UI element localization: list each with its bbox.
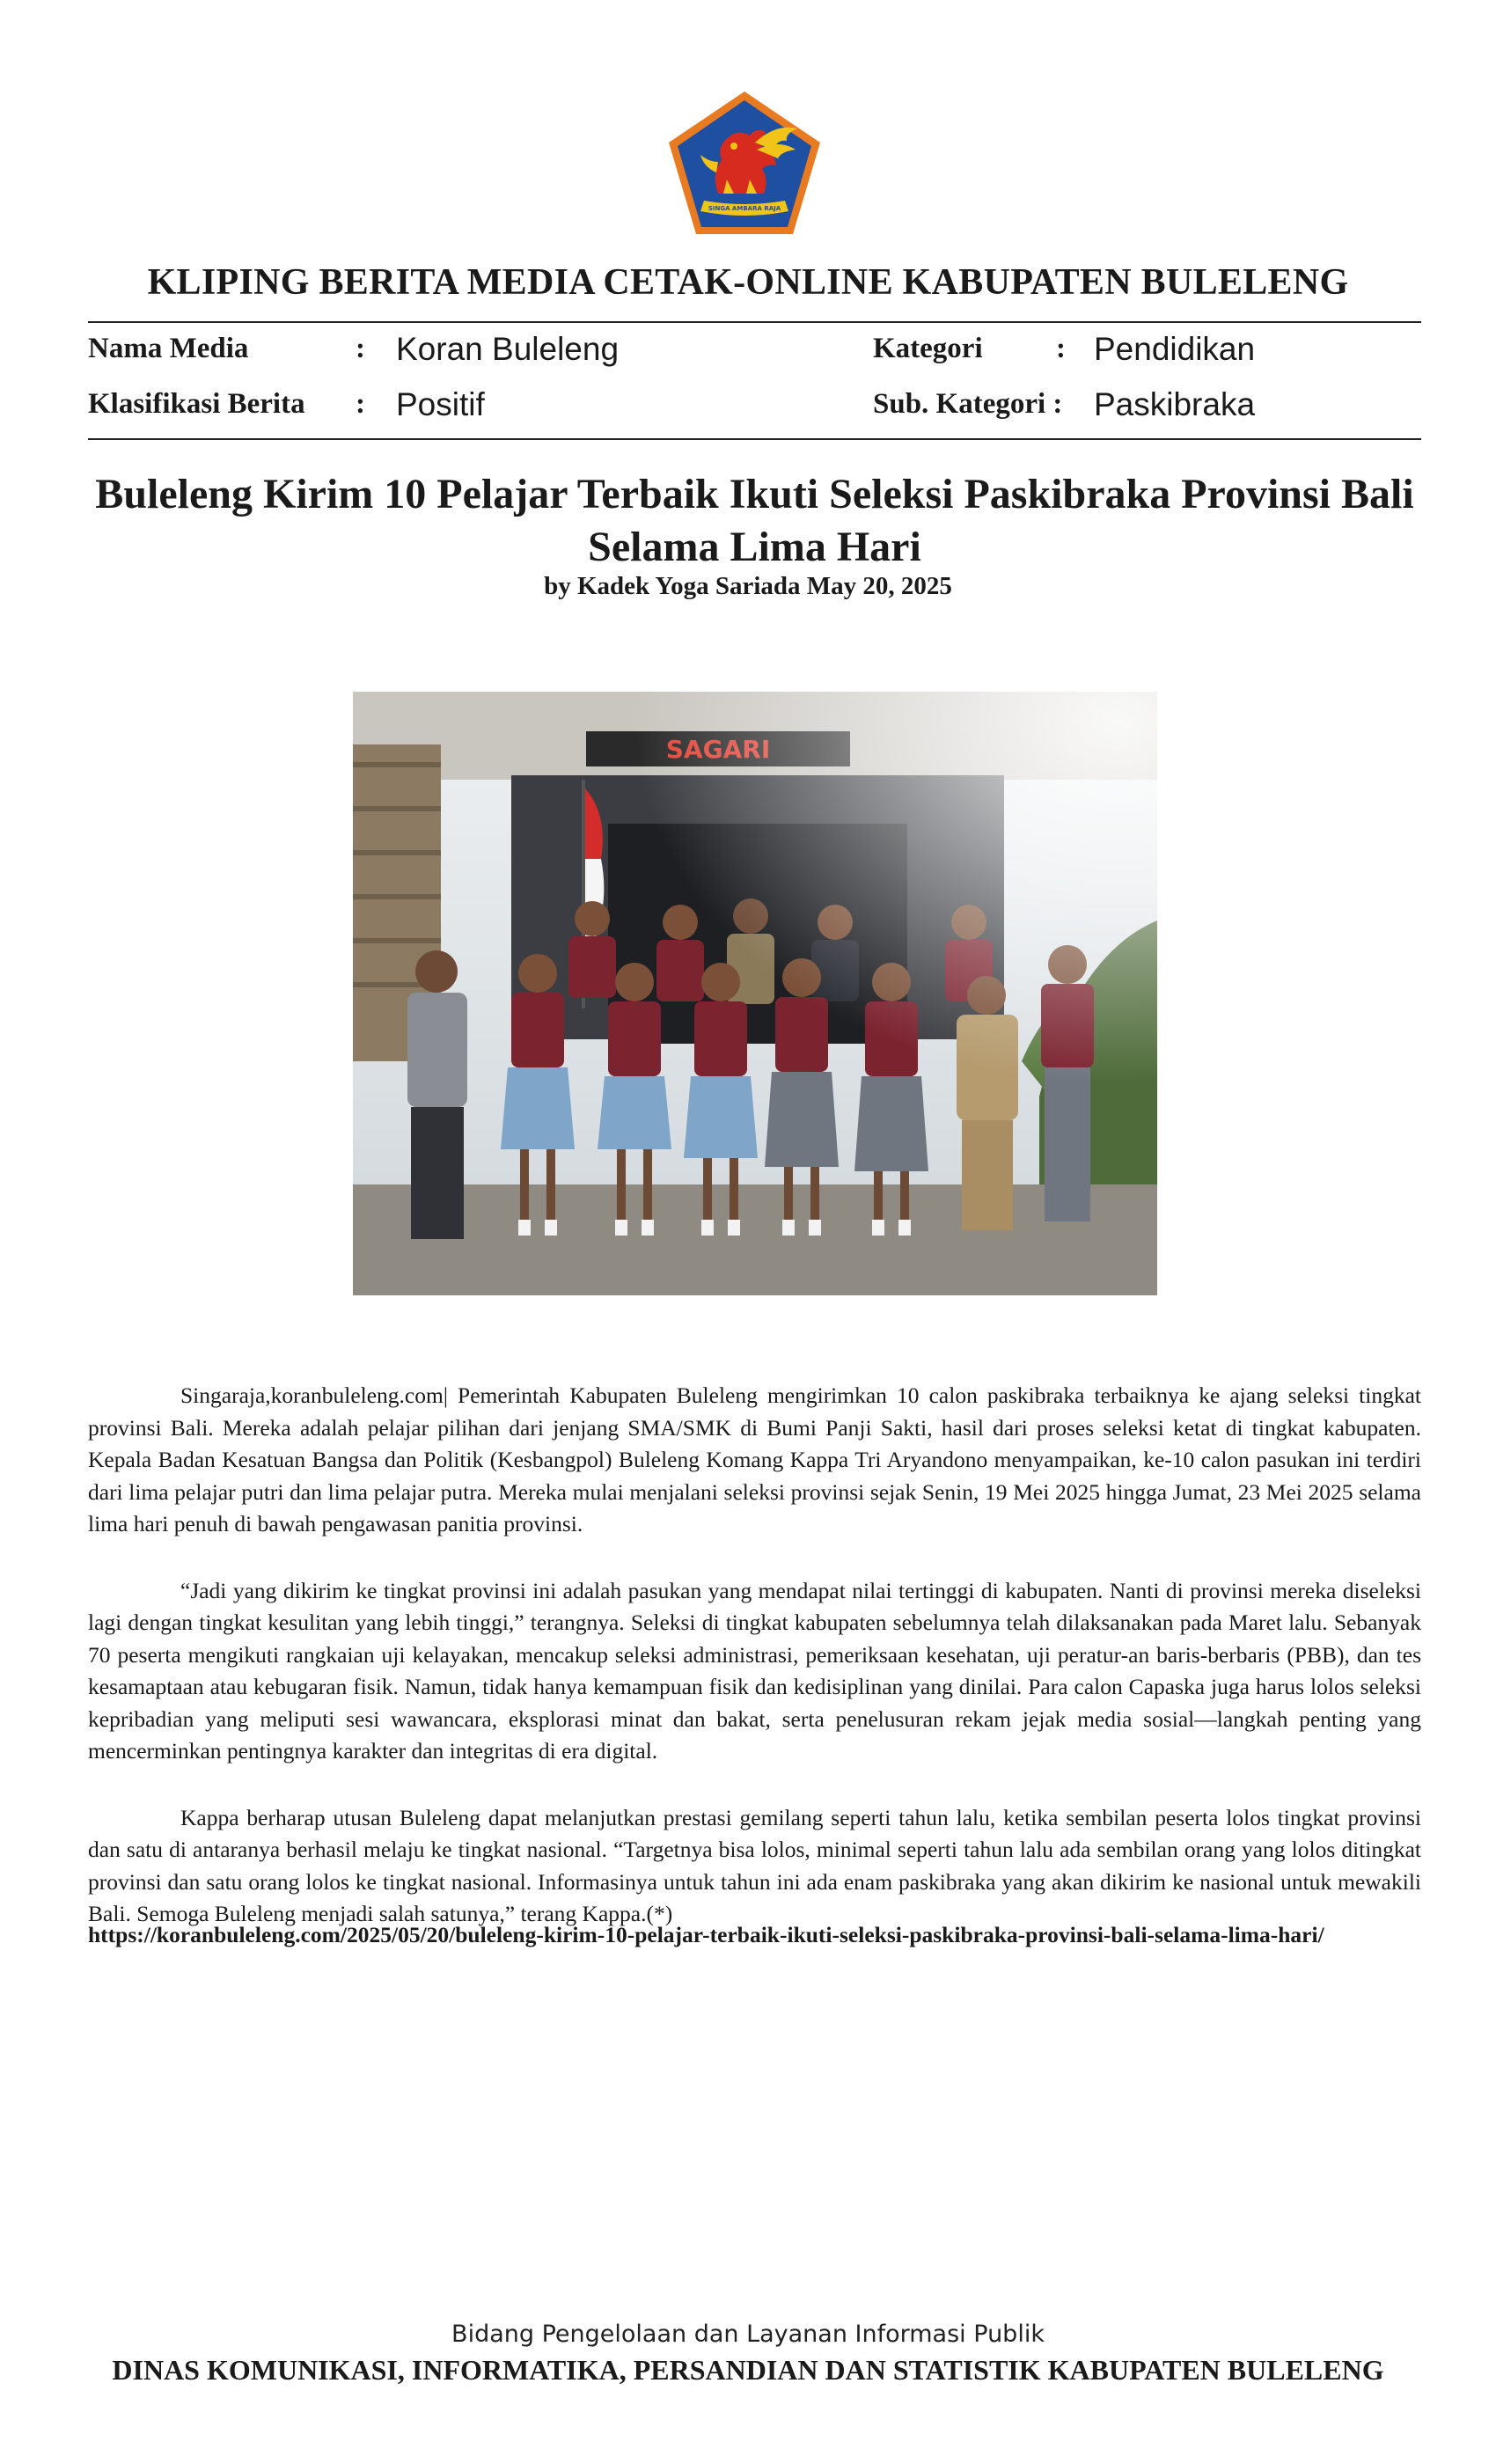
svg-text:SINGA AMBARA RAJA: SINGA AMBARA RAJA (708, 205, 781, 212)
klasifikasi-berita-label: Klasifikasi Berita (88, 388, 305, 420)
sub-kategori-value: Paskibraka (1094, 386, 1256, 422)
article-body (88, 1380, 1421, 1965)
article-paragraph: Singaraja,koranbuleleng.com| Pemerintah Kabupaten Buleleng mengirimkan 10 calon paskibraka terbaiknya ke ajang seleksi tingkat provinsi Bali. Mereka adalah pelajar pilihan dari jenjang SMA/SMK di Bumi Panji Sakti, hasil dari proses seleksi ketat di tingkat kabupaten. Kepala Badan Kesatuan Bangsa dan Politik (Kesbangpol) Buleleng Komang Kappa Tri Aryandono menyampaikan, ke-10 calon pasukan ini terdiri dari lima pelajar putri dan lima pelajar putra. Mereka mulai menjalani seleksi provinsi sejak Senin, 19 Mei 2025 hingga Jumat, 23 Mei 2025 selama lima hari penuh di bawah pengawasan panitia provinsi. (88, 1382, 1421, 1536)
article-paragraph: “Jadi yang dikirim ke tingkat provinsi ini adalah pasukan yang mendapat nilai tertinggi di kabupaten. Nanti di provinsi mereka diseleksi lagi dengan tingkat kesulitan yang lebih tinggi,” terangnya. Seleksi di tingkat kabupaten sebelumnya telah dilaksanakan pada Maret lalu. Sebanyak 70 peserta mengikuti rangkaian uji kelayakan, mencakup seleksi administrasi, pemeriksaan kesehatan, uji peratur-an baris-berbaris (PBB), dan tes kesamaptaan atau kebugaran fisik. Namun, tidak hanya kemampuan fisik dan kedisiplinan yang dinilai. Para calon Capaska juga harus lolos seleksi kepribadian yang meliputi sesi wawancara, eksplorasi minat dan bakat, serta penelusuran rekam jejak media sosial—langkah penting yang mencerminkan pentingnya karakter dan integritas di era digital. (88, 1577, 1421, 1764)
kategori-label: Kategori (873, 333, 983, 364)
klasifikasi-berita-colon: : (356, 388, 365, 420)
klasifikasi-berita-value: Positif (396, 386, 485, 422)
header-divider-bottom (88, 438, 1421, 440)
footer-agency: DINAS KOMUNIKASI, INFORMATIKA, PERSANDIAN DAN STATISTIK KABUPATEN BULELENG (112, 2354, 1384, 2386)
kategori-value: Pendidikan (1094, 331, 1256, 367)
source-url-link[interactable]: https://koranbuleleng.com/2025/05/20/buleleng-kirim-10-pelajar-terbaik-ikuti-seleksi-paskibraka-provinsi-bali-selama-lima-hari/ (88, 1922, 1324, 1947)
article-paragraph: Kappa berharap utusan Buleleng dapat melanjutkan prestasi gemilang seperti tahun lalu, ketika sembilan peserta lolos tingkat provinsi dan satu di antaranya berhasil melaju ke tingkat nasional. “Targetnya bisa lolos, minimal seperti tahun lalu ada sembilan orang yang lolos ditingkat provinsi dan satu orang lolos ke tingkat nasional. Informasinya untuk tahun ini ada enam paskibraka yang akan dikirim ke nasional untuk mewakili Bali. Semoga Buleleng menjadi salah satunya,” terang Kappa.(*) (88, 1804, 1421, 1926)
news-photo (353, 692, 1157, 1295)
article-title: Buleleng Kirim 10 Pelajar Terbaik Ikuti Seleksi Paskibraka Provinsi Bali Selama Lima Hari (95, 471, 1414, 570)
kategori-colon: : (1056, 333, 1066, 364)
article-byline: by Kadek Yoga Sariada May 20, 2025 (544, 572, 952, 600)
nama-media-label: Nama Media (88, 333, 249, 364)
nama-media-colon: : (356, 333, 365, 364)
buleleng-emblem-logo (665, 88, 824, 238)
header-divider-top (88, 321, 1421, 323)
sub-kategori-label: Sub. Kategori : (873, 388, 1063, 420)
footer-division: Bidang Pengelolaan dan Layanan Informasi Publik (451, 2321, 1045, 2348)
clipping-header-title: KLIPING BERITA MEDIA CETAK-ONLINE KABUPATEN BULELENG (147, 262, 1349, 303)
nama-media-value: Koran Buleleng (396, 331, 620, 367)
